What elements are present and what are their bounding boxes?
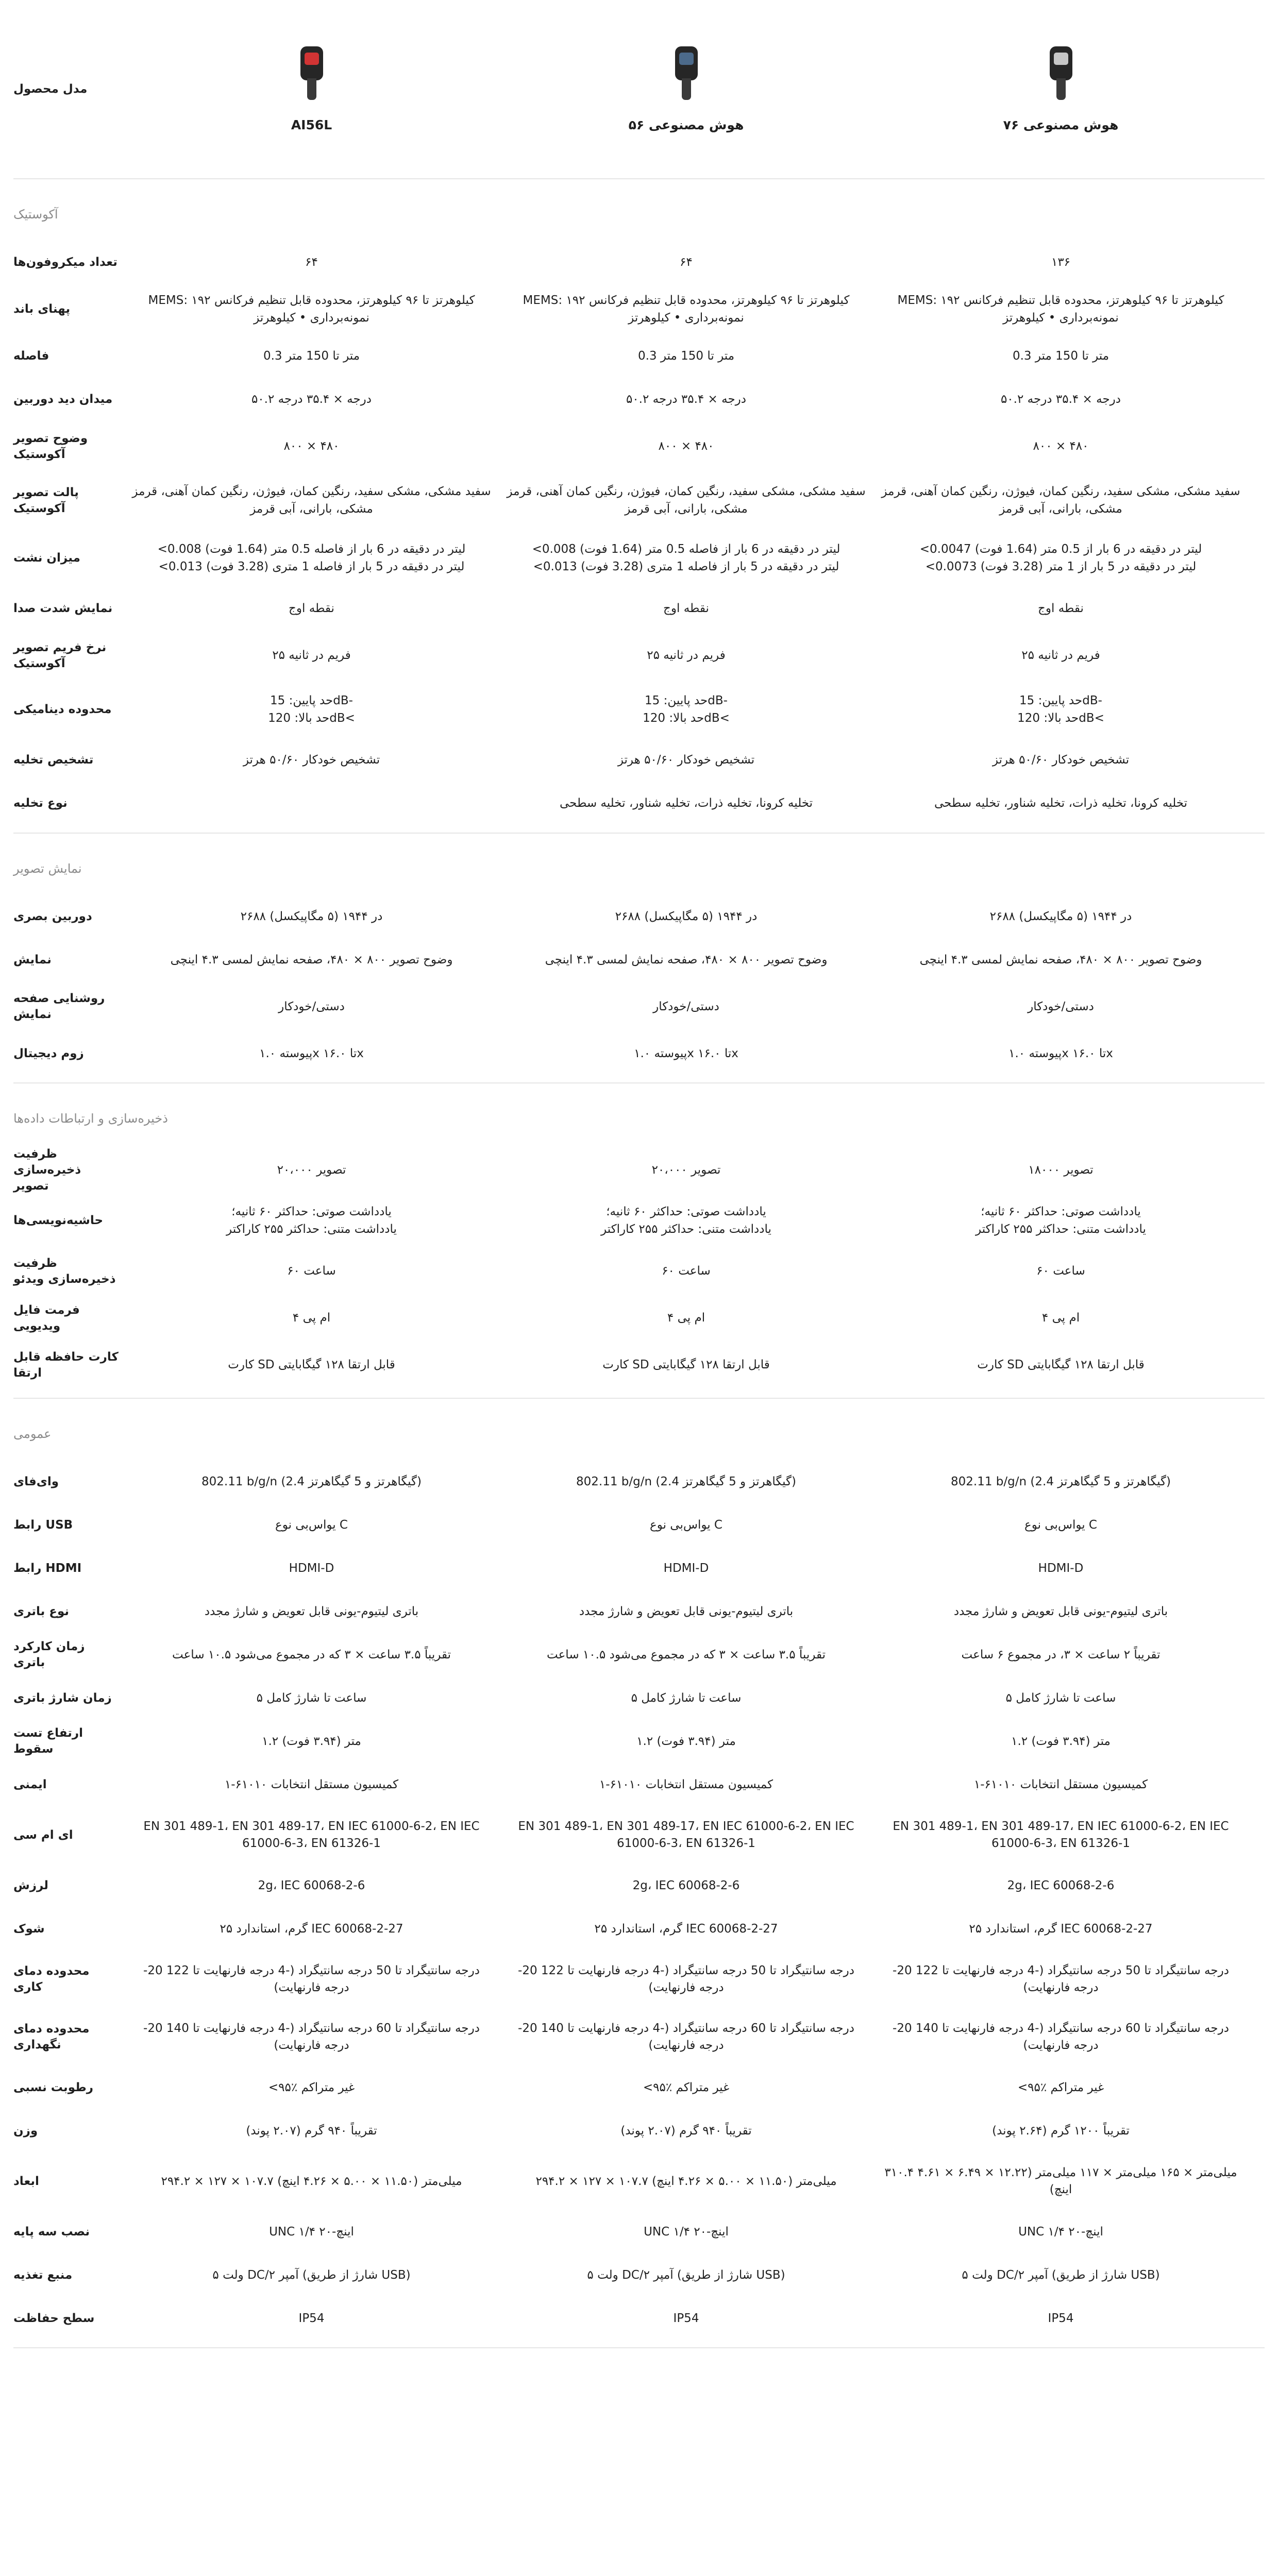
spec-value: ۵ ساعت تا شارژ کامل — [256, 1691, 367, 1705]
spec-label: فرمت فایل ویدیویی — [13, 1303, 80, 1333]
product-column-1[interactable] — [124, 0, 499, 178]
spec-value: تشخیص خودکار ۵۰/۶۰ هرتز — [243, 753, 380, 767]
spec-value: وضوح تصویر ۸۰۰ × ۴۸۰، صفحه نمایش لمسی ۴.۳ اینچی — [545, 953, 828, 967]
spec-value: ۲۵ فریم در ثانیه — [647, 648, 726, 662]
spec-row — [13, 981, 1265, 1032]
spec-value: 2g، IEC 60068-2-6 — [1007, 1878, 1115, 1892]
spec-value: ۶۰ ساعت — [287, 1264, 336, 1278]
spec-value: تقریباً ۱۲۰۰ گرم (۲.۶۴ پوند) — [992, 2124, 1130, 2138]
spec-value: MEMS: ۱۹۲ کیلوهرتز تا ۹۶ کیلوهرتز، محدوده قابل تنظیم فرکانس نمونه‌برداری • کیلوهرتز — [897, 294, 1224, 325]
spec-value: حد پایین: 15dB- حد بالا: 120dB< — [1017, 694, 1104, 725]
spec-row — [13, 895, 1265, 938]
spec-value: 0.3 متر تا 150 متر — [637, 349, 735, 363]
spec-value: ۲۹۴.۲ × ۱۲۷ × ۱۰۷.۷ میلی‌متر (۱۱.۵۰ × ۵.۰۰ × ۴.۲۶ اینچ) — [161, 2174, 462, 2188]
spec-value: ۲۵ گرم، استاندارد IEC 60068-2-27 — [594, 1922, 778, 1936]
spec-value: MEMS: ۱۹۲ کیلوهرتز تا ۹۶ کیلوهرتز، محدوده قابل تنظیم فرکانس نمونه‌برداری • کیلوهرتز — [523, 294, 850, 325]
header-label-cell — [13, 0, 124, 178]
spec-value: ۵۰.۲ درجه × ۳۵.۴ درجه — [251, 392, 372, 406]
header-label: مدل محصول — [13, 82, 88, 96]
spec-label: میزان نشت — [13, 551, 80, 565]
spec-row — [13, 421, 1265, 472]
spec-value: ۲۵ گرم، استاندارد IEC 60068-2-27 — [969, 1922, 1153, 1936]
spec-value: -20 درجه سانتیگراد تا 60 درجه سانتیگراد (-4 درجه فارنهایت تا 140 درجه فارنهایت) — [518, 2022, 854, 2053]
spec-value: باتری لیتیوم-یونی قابل تعویض و شارژ مجدد — [953, 1604, 1168, 1618]
spec-value: حد پایین: 15dB- حد بالا: 120dB< — [643, 694, 730, 725]
spec-row — [13, 739, 1265, 782]
spec-label: حاشیه‌نویسی‌ها — [13, 1214, 104, 1228]
spec-row — [13, 2066, 1265, 2109]
product-column-2[interactable] — [499, 0, 873, 178]
spec-label: شوک — [13, 1922, 45, 1936]
thermal-camera-icon — [673, 46, 700, 100]
spec-value: 0.3 متر تا 150 متر — [1012, 349, 1109, 363]
spec-value: <۹۵٪ غیر متراکم — [1017, 2080, 1104, 2094]
spec-value: -20 درجه سانتیگراد تا 50 درجه سانتیگراد (-4 درجه فارنهایت تا 122 درجه فارنهایت) — [893, 1964, 1229, 1995]
spec-value: EN 301 489-1، EN 301 489-17، EN IEC 61000-6-2، EN IEC 61000-6-3، EN 61326-1 — [518, 1820, 854, 1851]
spec-value: UNC ۱/۴ اینچ-۲۰ — [269, 2225, 354, 2239]
spec-row — [13, 1951, 1265, 2008]
spec-value: IP54 — [673, 2311, 699, 2325]
spec-value: دستی/خودکار — [1028, 999, 1094, 1013]
spec-label: منبع تغذیه — [13, 2268, 73, 2282]
spec-value: ۸۰۰ × ۴۸۰ — [1033, 439, 1089, 453]
spec-row — [13, 2109, 1265, 2153]
spec-label: وضوح تصویر آکوستیک — [13, 431, 88, 461]
section-title: آکوستیک — [13, 207, 58, 222]
spec-row — [13, 587, 1265, 631]
spec-value: 802.11 b/g/n (گیگاهرتز و 5 گیگاهرتز 2.4) — [951, 1475, 1171, 1488]
spec-section — [13, 179, 1265, 834]
spec-value: ام پی ۴ — [292, 1311, 331, 1325]
spec-row — [13, 1907, 1265, 1951]
spec-row — [13, 1763, 1265, 1806]
spec-value: ۱۸۰۰۰ تصویر — [1028, 1163, 1094, 1177]
spec-row — [13, 335, 1265, 378]
spec-value: ۱.۲ متر (۳.۹۴ فوت) — [636, 1734, 736, 1748]
spec-row — [13, 938, 1265, 981]
spec-value: UNC ۱/۴ اینچ-۲۰ — [1018, 2225, 1103, 2239]
spec-value: IP54 — [298, 2311, 325, 2325]
spec-value: ام پی ۴ — [1041, 1311, 1080, 1325]
spec-value: ۲۶۸۸ در ۱۹۴۴ (۵ مگاپیکسل) — [989, 909, 1132, 923]
spec-value: کمیسیون مستقل انتخابات ۶۱۰۱۰-۱ — [224, 1777, 399, 1791]
product-header — [13, 0, 1265, 179]
spec-label: ایمنی — [13, 1777, 47, 1791]
spec-value: ۸۰۰ × ۴۸۰ — [283, 439, 340, 453]
spec-label: فاصله — [13, 349, 49, 363]
spec-value: پیوسته ۱.۰x تا ۱۶.۰x — [259, 1046, 364, 1060]
spec-label: نصب سه پایه — [13, 2225, 90, 2239]
spec-label: کارت حافظه قابل ارتقا — [13, 1350, 119, 1380]
section-title: عمومی — [13, 1426, 52, 1441]
spec-value: -20 درجه سانتیگراد تا 50 درجه سانتیگراد (-4 درجه فارنهایت تا 122 درجه فارنهایت) — [143, 1964, 480, 1995]
spec-value: MEMS: ۱۹۲ کیلوهرتز تا ۹۶ کیلوهرتز، محدوده قابل تنظیم فرکانس نمونه‌برداری • کیلوهرتز — [148, 294, 475, 325]
spec-label: دوربین بصری — [13, 909, 92, 923]
spec-value: تقریباً ۹۴۰ گرم (۲.۰۷ پوند) — [620, 2124, 752, 2138]
spec-value: کمیسیون مستقل انتخابات ۶۱۰۱۰-۱ — [973, 1777, 1148, 1791]
spec-row — [13, 1196, 1265, 1246]
spec-row — [13, 1460, 1265, 1503]
product-name: AI56L — [291, 117, 332, 132]
spec-value: ۵ ساعت تا شارژ کامل — [1005, 1691, 1116, 1705]
spec-label: پالت تصویر آکوستیک — [13, 485, 79, 515]
section-title: نمایش تصویر — [13, 861, 82, 876]
spec-value: ۲۶۸۸ در ۱۹۴۴ (۵ مگاپیکسل) — [240, 909, 383, 923]
spec-row — [13, 1145, 1265, 1196]
spec-row — [13, 284, 1265, 335]
spec-value: تقریباً ۳.۵ ساعت × ۳ که در مجموع می‌شود ۱۰.۵ ساعت — [547, 1648, 826, 1662]
spec-value: ۱.۲ متر (۳.۹۴ فوت) — [1011, 1734, 1111, 1748]
spec-value: ۲۵ گرم، استاندارد IEC 60068-2-27 — [220, 1922, 403, 1936]
spec-value: پیوسته ۱.۰x تا ۱۶.۰x — [634, 1046, 738, 1060]
spec-value: ۲۰،۰۰۰ تصویر — [277, 1163, 346, 1177]
spec-row — [13, 241, 1265, 284]
spec-value: ۶۴ — [680, 255, 693, 269]
spec-value: تقریباً ۳.۵ ساعت × ۳ که در مجموع می‌شود ۱۰.۵ ساعت — [172, 1648, 451, 1662]
spec-value: 0.3 متر تا 150 متر — [263, 349, 360, 363]
spec-value: ۳۱۰.۴ میلی‌متر × ۱۶۵ میلی‌متر × ۱۱۷ میلی‌متر (۱۲.۲۲ × ۶.۴۹ × ۴.۶۱ اینچ) — [884, 2166, 1237, 2197]
spec-value: HDMI-D — [663, 1561, 709, 1575]
spec-value: ام پی ۴ — [667, 1311, 705, 1325]
spec-value: ۵۰.۲ درجه × ۳۵.۴ درجه — [1000, 392, 1121, 406]
spec-value: ۵ ولت DC/۲ آمپر (شارژ از طریق USB) — [212, 2268, 411, 2282]
spec-label: میدان دید دوربین — [13, 393, 113, 406]
spec-section — [13, 1399, 1265, 2349]
spec-value: ۶۰ ساعت — [662, 1264, 711, 1278]
product-name: هوش مصنوعی ۵۶ — [628, 117, 744, 132]
spec-label: زوم دیجیتال — [13, 1046, 84, 1060]
spec-value: ۲۶۸۸ در ۱۹۴۴ (۵ مگاپیکسل) — [615, 909, 758, 923]
spec-label: نوع باتری — [13, 1604, 70, 1618]
spec-value: وضوح تصویر ۸۰۰ × ۴۸۰، صفحه نمایش لمسی ۴.۳ اینچی — [919, 953, 1202, 967]
spec-label: لرزش — [13, 1878, 48, 1892]
spec-row — [13, 2253, 1265, 2297]
spec-value: 2g، IEC 60068-2-6 — [258, 1878, 365, 1892]
spec-value: نقطه اوج — [1038, 601, 1084, 615]
spec-value: پیوسته ۱.۰x تا ۱۶.۰x — [1008, 1046, 1113, 1060]
spec-value: HDMI-D — [1038, 1561, 1084, 1575]
spec-label: ابعاد — [13, 2174, 39, 2188]
spec-value: کمیسیون مستقل انتخابات ۶۱۰۱۰-۱ — [599, 1777, 773, 1791]
spec-label: وای‌فای — [13, 1475, 59, 1488]
spec-label: محدوده دینامیکی — [13, 703, 112, 717]
spec-label: محدوده دمای کاری — [13, 1964, 90, 1994]
spec-value: کارت SD قابل ارتقا ۱۲۸ گیگابایتی — [602, 1358, 770, 1372]
spec-value: سفید مشکی، مشکی سفید، رنگین کمان، فیوژن، رنگین کمان آهنی، قرمز مشکی، بارانی، آبی قرمز — [132, 485, 491, 516]
spec-row — [13, 530, 1265, 587]
spec-value: 802.11 b/g/n (گیگاهرتز و 5 گیگاهرتز 2.4) — [201, 1475, 422, 1488]
spec-label: ظرفیت ذخیره‌سازی ویدئو — [13, 1256, 116, 1286]
spec-value: <۹۵٪ غیر متراکم — [268, 2080, 355, 2094]
spec-value: ۵۰.۲ درجه × ۳۵.۴ درجه — [626, 392, 747, 406]
spec-label: ارتفاع تست سقوط — [13, 1726, 83, 1756]
spec-label: پهنای باند — [13, 302, 71, 316]
spec-value: تخلیه کرونا، تخلیه ذرات، تخلیه شناور، تخلیه سطحی — [559, 796, 813, 810]
spec-value: -20 درجه سانتیگراد تا 60 درجه سانتیگراد (-4 درجه فارنهایت تا 140 درجه فارنهایت) — [893, 2022, 1229, 2053]
spec-label: سطح حفاظت — [13, 2311, 95, 2325]
spec-row — [13, 1864, 1265, 1907]
spec-value: سفید مشکی، مشکی سفید، رنگین کمان، فیوژن، رنگین کمان آهنی، قرمز مشکی، بارانی، آبی قرمز — [507, 485, 866, 516]
spec-row — [13, 1547, 1265, 1590]
spec-label: وزن — [13, 2124, 38, 2138]
spec-label: نمایش شدت صدا — [13, 602, 113, 616]
spec-row — [13, 1590, 1265, 1633]
spec-value: یادداشت صوتی: حداکثر ۶۰ ثانیه؛ یادداشت متنی: حداکثر ۲۵۵ کاراکتر — [976, 1205, 1146, 1236]
spec-label: رطوبت نسبی — [13, 2080, 94, 2094]
spec-row — [13, 1806, 1265, 1864]
spec-label: زمان کارکرد باتری — [13, 1640, 85, 1670]
spec-row — [13, 1246, 1265, 1297]
spec-value: ۲۵ فریم در ثانیه — [1021, 648, 1100, 662]
spec-value: حد پایین: 15dB- حد بالا: 120dB< — [268, 694, 355, 725]
spec-value: تشخیص خودکار ۵۰/۶۰ هرتز — [992, 753, 1130, 767]
spec-value: <0.008 لیتر در دقیقه در 6 بار از فاصله 0.5 متر (1.64 فوت) <0.013 لیتر در دقیقه در 5 بار از فاصله 1 متری (3.28 فوت) — [532, 543, 840, 573]
spec-value: ۵ ولت DC/۲ آمپر (شارژ از طریق USB) — [587, 2268, 785, 2282]
product-column-3[interactable] — [873, 0, 1248, 178]
spec-value: ۶۴ — [305, 255, 318, 269]
spec-value: -20 درجه سانتیگراد تا 60 درجه سانتیگراد (-4 درجه فارنهایت تا 140 درجه فارنهایت) — [143, 2022, 480, 2053]
spec-value: ۶۰ ساعت — [1036, 1264, 1085, 1278]
spec-row — [13, 2210, 1265, 2253]
spec-section — [13, 1083, 1265, 1399]
spec-value: کارت SD قابل ارتقا ۱۲۸ گیگابایتی — [977, 1358, 1145, 1372]
spec-value: یواس‌بی نوع C — [1024, 1518, 1097, 1532]
spec-label: رابط USB — [13, 1518, 73, 1532]
spec-row — [13, 1503, 1265, 1547]
spec-label: زمان شارژ باتری — [13, 1691, 112, 1705]
thermal-camera-icon — [1048, 46, 1074, 100]
spec-value: نقطه اوج — [289, 601, 334, 615]
spec-value: IP54 — [1048, 2311, 1074, 2325]
spec-value: <۹۵٪ غیر متراکم — [643, 2080, 730, 2094]
spec-value: نقطه اوج — [663, 601, 709, 615]
spec-value: HDMI-D — [289, 1561, 334, 1575]
spec-row — [13, 2297, 1265, 2340]
spec-value: دستی/خودکار — [278, 999, 345, 1013]
spec-value: ۱.۲ متر (۳.۹۴ فوت) — [262, 1734, 361, 1748]
spec-value: <0.008 لیتر در دقیقه در 6 بار از فاصله 0.5 متر (1.64 فوت) <0.013 لیتر در دقیقه در 5 بار از فاصله 1 متری (3.28 فوت) — [157, 543, 466, 573]
spec-value: ۵ ساعت تا شارژ کامل — [631, 1691, 742, 1705]
spec-value: یادداشت صوتی: حداکثر ۶۰ ثانیه؛ یادداشت متنی: حداکثر ۲۵۵ کاراکتر — [601, 1205, 771, 1236]
spec-value: یادداشت صوتی: حداکثر ۶۰ ثانیه؛ یادداشت متنی: حداکثر ۲۵۵ کاراکتر — [226, 1205, 397, 1236]
spec-value: 802.11 b/g/n (گیگاهرتز و 5 گیگاهرتز 2.4) — [576, 1475, 796, 1488]
spec-value: دستی/خودکار — [653, 999, 719, 1013]
spec-row — [13, 1340, 1265, 1391]
spec-value: تقریباً ۲ ساعت × ۳، در مجموع ۶ ساعت — [961, 1648, 1161, 1662]
spec-label: نوع تخلیه — [13, 796, 68, 810]
spec-value: یواس‌بی نوع C — [649, 1518, 722, 1532]
spec-row — [13, 472, 1265, 530]
spec-value: ۲۰،۰۰۰ تصویر — [651, 1163, 721, 1177]
spec-value: باتری لیتیوم-یونی قابل تعویض و شارژ مجدد — [579, 1604, 794, 1618]
spec-label: ظرفیت ذخیره‌سازی تصویر — [13, 1147, 81, 1193]
spec-sections — [13, 179, 1265, 2348]
spec-row — [13, 1032, 1265, 1075]
spec-row — [13, 1633, 1265, 1676]
spec-value: ۸۰۰ × ۴۸۰ — [658, 439, 714, 453]
spec-row — [13, 2153, 1265, 2210]
spec-value: کارت SD قابل ارتقا ۱۲۸ گیگابایتی — [228, 1358, 395, 1372]
spec-label: محدوده دمای نگهداری — [13, 2022, 90, 2052]
spec-row — [13, 782, 1265, 825]
spec-value: <0.0047 لیتر در دقیقه در 6 بار از 0.5 متر (1.64 فوت) <0.0073 لیتر در دقیقه در 5 بار از 1 متر (3.28 فوت) — [919, 543, 1202, 573]
spec-label: نرخ فریم تصویر آکوستیک — [13, 640, 107, 670]
spec-row — [13, 1297, 1265, 1340]
spec-value: ۲۹۴.۲ × ۱۲۷ × ۱۰۷.۷ میلی‌متر (۱۱.۵۰ × ۵.۰۰ × ۴.۲۶ اینچ) — [535, 2174, 837, 2188]
spec-row — [13, 2008, 1265, 2066]
spec-value: تقریباً ۹۴۰ گرم (۲.۰۷ پوند) — [246, 2124, 377, 2138]
spec-value: ۲۵ فریم در ثانیه — [272, 648, 351, 662]
spec-label: تشخیص تخلیه — [13, 753, 94, 767]
spec-row — [13, 631, 1265, 681]
spec-section — [13, 834, 1265, 1084]
spec-value: تخلیه کرونا، تخلیه ذرات، تخلیه شناور، تخلیه سطحی — [934, 796, 1188, 810]
spec-value: UNC ۱/۴ اینچ-۲۰ — [644, 2225, 729, 2239]
spec-row — [13, 378, 1265, 421]
spec-row — [13, 1720, 1265, 1763]
thermal-camera-icon — [298, 46, 325, 100]
spec-label: نمایش — [13, 953, 52, 967]
spec-value: تشخیص خودکار ۵۰/۶۰ هرتز — [617, 753, 755, 767]
spec-value: وضوح تصویر ۸۰۰ × ۴۸۰، صفحه نمایش لمسی ۴.۳ اینچی — [170, 953, 453, 967]
spec-value: ۵ ولت DC/۲ آمپر (شارژ از طریق USB) — [962, 2268, 1160, 2282]
spec-value: ۱۳۶ — [1051, 255, 1071, 269]
spec-value: یواس‌بی نوع C — [275, 1518, 348, 1532]
spec-row — [13, 681, 1265, 739]
spec-value: باتری لیتیوم-یونی قابل تعویض و شارژ مجدد — [204, 1604, 419, 1618]
spec-label: ای ام سی — [13, 1828, 73, 1842]
spec-value: EN 301 489-1، EN 301 489-17، EN IEC 61000-6-2، EN IEC 61000-6-3، EN 61326-1 — [143, 1820, 480, 1851]
section-title: ذخیره‌سازی و ارتباطات داده‌ها — [13, 1111, 168, 1126]
spec-value: -20 درجه سانتیگراد تا 50 درجه سانتیگراد (-4 درجه فارنهایت تا 122 درجه فارنهایت) — [518, 1964, 854, 1995]
spec-value: EN 301 489-1، EN 301 489-17، EN IEC 61000-6-2، EN IEC 61000-6-3، EN 61326-1 — [893, 1820, 1229, 1851]
spec-label: تعداد میکروفون‌ها — [13, 256, 117, 269]
product-name: هوش مصنوعی ۷۶ — [1003, 117, 1119, 132]
spec-value: 2g، IEC 60068-2-6 — [632, 1878, 740, 1892]
spec-value: سفید مشکی، مشکی سفید، رنگین کمان، فیوژن، رنگین کمان آهنی، قرمز مشکی، بارانی، آبی قرمز — [881, 485, 1240, 516]
spec-label: رابط HDMI — [13, 1561, 82, 1575]
spec-label: روشنایی صفحه نمایش — [13, 992, 105, 1022]
spec-row — [13, 1676, 1265, 1720]
